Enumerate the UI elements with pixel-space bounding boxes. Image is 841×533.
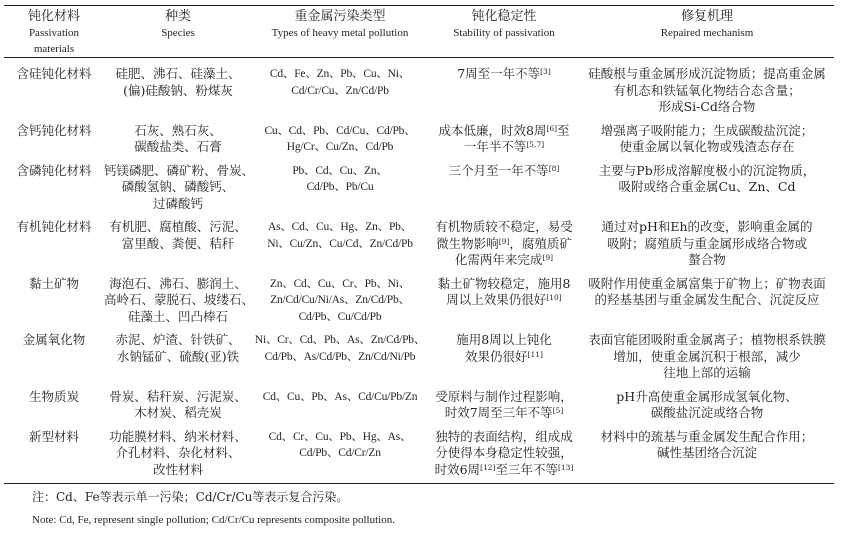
citation-ref: [9] xyxy=(542,253,554,262)
header-zh-label: 种类 xyxy=(164,9,191,24)
column-header-mechanism xyxy=(580,6,834,58)
column-header-material xyxy=(4,6,104,58)
table-notes xyxy=(32,489,812,528)
header-en-label: Passivation materials xyxy=(28,27,80,55)
note-en: Note: Cd, Fe, represent single pollution; Cd/Cr/Cu represents composite pollution. xyxy=(32,514,395,526)
table-row xyxy=(4,385,834,425)
material-cell: 金属氧化物 xyxy=(22,332,86,347)
citation-ref: [5] xyxy=(552,406,564,415)
material-cell: 含磷钝化材料 xyxy=(16,162,92,178)
material-cell: 生物质炭 xyxy=(28,388,79,404)
note-zh: 注：Cd、Fe等表示单一污染；Cd/Cr/Cu等表示复合污染。 xyxy=(32,490,349,504)
stability-cell: 受原料与制作过程影响， 时效7周至三年不等[5] xyxy=(435,388,573,420)
material-cell: 含硅钝化材料 xyxy=(16,66,92,81)
column-header-species xyxy=(104,6,252,58)
mechanism-cell: 材料中的巯基与重金属发生配合作用； 碱性基团络合沉淀 xyxy=(580,425,834,484)
species-cell: 石灰、熟石灰、 碳酸盐类、石膏 xyxy=(134,122,222,154)
pollution-type-cell: Cu、Cd、Pb、Cd/Cu、Cd/Pb、 Hg/Cr、Cu/Zn、Cd/Pb xyxy=(264,124,416,153)
mechanism-cell: 增强离子吸附能力；生成碳酸盐沉淀； 使重金属以氧化物或残渣态存在 xyxy=(600,122,814,154)
table-row xyxy=(4,119,834,159)
species-cell: 硅肥、沸石、硅藻土、 (偏)硅酸钠、粉煤灰 xyxy=(115,66,241,98)
passivation-materials-table xyxy=(4,5,834,484)
citation-ref: [12] xyxy=(480,462,496,472)
citation-ref: [10] xyxy=(546,293,562,302)
stability-cell: 7周至一年不等[3] xyxy=(457,66,551,81)
header-en-label: Types of heavy metal pollution xyxy=(271,27,409,39)
pollution-type-cell: As、Cd、Cu、Hg、Zn、Pb、 Ni、Cu/Zn、Cu/Cd、Zn/Cd/Pb xyxy=(267,221,413,250)
pollution-type-cell: Pb、Cd、Cu、Zn、 Cd/Pb、Pb/Cu xyxy=(292,164,388,193)
pollution-type-cell: Zn、Cd、Cu、Cr、Pb、Ni、 Zn/Cd/Cu/Ni/As、Zn/Cd/Pb、 Cd/Pb、Cu/Cd/Pb xyxy=(269,277,411,323)
header-zh-label: 重金属污染类型 xyxy=(294,9,386,24)
citation-ref: [3] xyxy=(540,67,551,76)
table-row xyxy=(4,216,834,273)
header-en-label: Repaired mechanism xyxy=(660,27,754,39)
species-cell: 骨炭、秸秆炭、污泥炭、 木材炭、稻壳炭 xyxy=(109,388,247,420)
citation-ref: [5,7] xyxy=(526,140,545,149)
header-zh-label: 修复机理 xyxy=(680,9,733,24)
citation-ref: [13] xyxy=(557,462,574,472)
species-cell: 有机肥、腐植酸、污泥、 富里酸、粪便、秸秆 xyxy=(109,219,247,251)
species-cell: 钙镁磷肥、磷矿粉、骨炭、 磷酸氢钠、磷酸钙、 过磷酸钙 xyxy=(104,162,255,211)
citation-ref: [8] xyxy=(548,163,560,173)
stability-cell: 成本低廉，时效8周[6]至 一年半不等[5,7] xyxy=(438,122,570,154)
pollution-type-cell: Cd、Fe、Zn、Pb、Cu、Ni、 Cd/Cr/Cu、Zn/Cd/Pb xyxy=(269,68,411,97)
mechanism-cell: 表面官能团吸附重金属离子；植物根系铁膜 增加，使重金属沉积于根部，减少 往地上部的运输 xyxy=(588,332,826,380)
pollution-type-cell: Ni、Cr、Cd、Pb、As、Zn/Cd/Pb、 Cd/Pb、As/Cd/Pb、Zn/Cd/Ni/Pb xyxy=(254,334,426,363)
header-en-label: Species xyxy=(161,27,195,39)
header-zh-label: 钝化材料 xyxy=(27,9,80,24)
table-row xyxy=(4,272,834,329)
stability-cell: 有机物质较不稳定，易受 微生物影响[9]，腐殖质矿 化需两年来完成[9] xyxy=(435,219,573,267)
header-zh-label: 钝化稳定性 xyxy=(471,9,537,24)
mechanism-cell: 通过对pH和Eh的改变，影响重金属的 吸附；腐殖质与重金属形成络合物或 螯合物 xyxy=(601,219,813,267)
material-cell: 新型材料 xyxy=(4,425,104,484)
material-cell: 有机钝化材料 xyxy=(16,219,92,234)
mechanism-cell: 硅酸根与重金属形成沉淀物质；提高重金属 有机态和铁锰氧化物结合态含量； 形成Si-Cd络合物 xyxy=(588,66,826,114)
citation-ref: [6] xyxy=(546,123,558,133)
header-en-label: Stability of passivation xyxy=(453,27,555,39)
stability-cell: 黏土矿物较稳定，施用8 周以上效果仍很好[10] xyxy=(437,275,571,307)
column-header-pollution-type xyxy=(252,6,428,58)
mechanism-cell: 吸附作用使重金属富集于矿物上；矿物表面 的羟基基团与重金属发生配合、沉淀反应 xyxy=(588,275,826,307)
material-cell: 含钙钝化材料 xyxy=(16,122,92,138)
stability-cell: 施用8周以上钝化 效果仍很好[11] xyxy=(456,332,552,364)
table-row xyxy=(4,329,834,386)
pollution-type-cell: Cd、Cu、Pb、As、Cd/Cu/Pb/Zn xyxy=(262,390,418,403)
mechanism-cell: 主要与Pb形成溶解度极小的沉淀物质， 吸附或络合重金属Cu、Zn、Cd xyxy=(598,162,816,194)
species-cell: 海泡石、沸石、膨润土、 高岭石、蒙脱石、坡缕石、 硅藻土、凹凸棒石 xyxy=(104,275,255,324)
citation-ref: [9] xyxy=(498,236,510,246)
header-row xyxy=(4,6,834,58)
stability-cell: 三个月至一年不等[8] xyxy=(448,162,560,178)
material-cell: 黏土矿物 xyxy=(28,275,79,291)
mechanism-cell: pH升高使重金属形成氢氧化物、 碳酸盐沉淀或络合物 xyxy=(616,388,798,420)
column-header-stability xyxy=(428,6,580,58)
table-row xyxy=(4,159,834,216)
table-row xyxy=(4,58,834,120)
pollution-type-cell: Cd、Cr、Cu、Pb、Hg、As、 Cd/Pb、Cd/Cr/Zn xyxy=(252,425,428,484)
species-cell: 功能膜材料、纳米材料、 介孔材料、杂化材料、 改性材料 xyxy=(104,425,252,484)
table-row xyxy=(4,425,834,484)
species-cell: 赤泥、炉渣、针铁矿、 水钠锰矿、硫酸(亚)铁 xyxy=(115,332,241,364)
citation-ref: [11] xyxy=(527,349,543,359)
stability-cell: 独特的表面结构，组成成 分使得本身稳定性较强， 时效6周[12]至三年不等[13] xyxy=(428,425,580,484)
